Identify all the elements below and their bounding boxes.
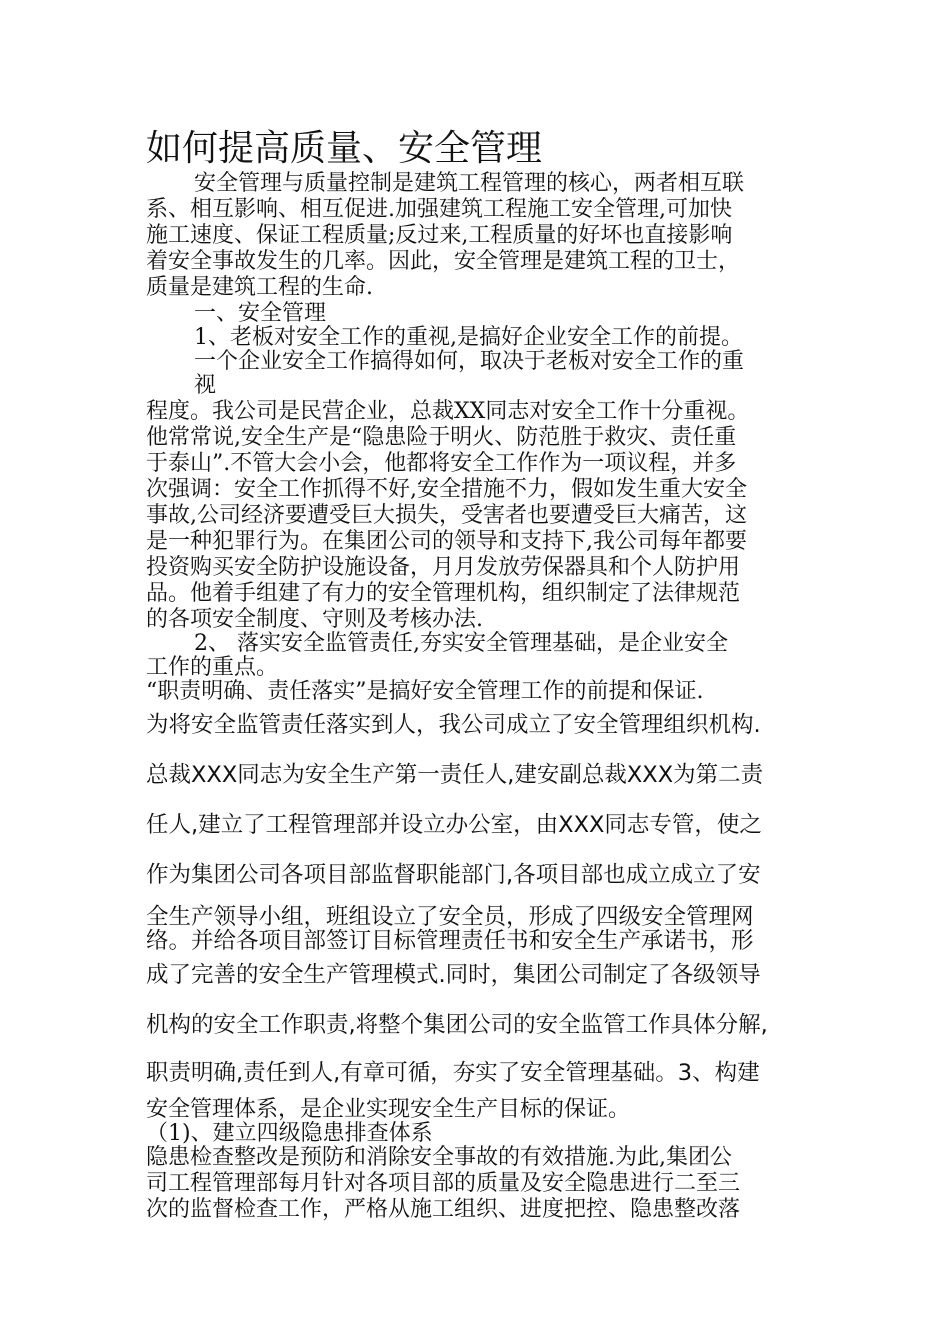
paragraph-line: 系、相互影响、相互促进.加强建筑工程施工安全管理,可加快 <box>146 197 732 222</box>
paragraph-line: 络。并给各项目部签订目标管理责任书和安全生产承诺书，形 <box>146 928 754 954</box>
subsection-heading: 2、 落实安全监管责任,夯实安全管理基础，是企业安全 <box>194 631 728 656</box>
paragraph-line: 职责明确,责任到人,有章可循，夯实了安全管理基础。3、构建 <box>146 1060 760 1086</box>
paragraph-line: 于泰山”.不管大会小会，他都将安全工作作为一项议程，并多 <box>146 451 737 476</box>
paragraph-line: 是一种犯罪行为。在集团公司的领导和支持下,我公司每年都要 <box>146 529 747 554</box>
paragraph-line: 司工程管理部每月针对各项目部的质量及安全隐患进行二至三 <box>146 1171 741 1196</box>
paragraph-line: 任人,建立了工程管理部并设立办公室，由XXX同志专管，使之 <box>146 812 762 838</box>
paragraph-line: 安全管理体系，是企业实现安全生产目标的保证。 <box>146 1097 631 1122</box>
paragraph-line: 施工速度、保证工程质量;反过来,工程质量的好坏也直接影响 <box>146 223 733 248</box>
paragraph-line: 事故,公司经济要遭受巨大损失，受害者也要遭受巨大痛苦，这 <box>146 503 747 528</box>
paragraph-line: 他常常说,安全生产是“隐患险于明火、防范胜于救灾、责任重 <box>146 425 737 450</box>
paragraph-line: 着安全事故发生的几率。因此，安全管理是建筑工程的卫士， <box>146 249 741 274</box>
paragraph-line: “职责明确、责任落实”是搞好安全管理工作的前提和保证. <box>146 679 704 704</box>
paragraph-line: 视 <box>194 373 217 398</box>
section-heading: 一、安全管理 <box>194 301 327 326</box>
paragraph-line: 一个企业安全工作搞得如何，取决于老板对安全工作的重 <box>194 349 745 374</box>
paragraph-line: 质量是建筑工程的生命. <box>146 275 373 300</box>
subsection-heading: 1、老板对安全工作的重视,是搞好企业安全工作的前提。 <box>194 325 743 350</box>
paragraph-line: 隐患检查整改是预防和消除安全事故的有效措施.为此,集团公 <box>146 1145 732 1170</box>
paragraph-line: 成了完善的安全生产管理模式.同时，集团公司制定了各级领导 <box>146 962 761 988</box>
document-title: 如何提高质量、安全管理 <box>146 128 543 169</box>
paragraph-line: 程度。我公司是民营企业，总裁XX同志对安全工作十分重视。 <box>146 399 750 424</box>
paragraph-line: 的各项安全制度、守则及考核办法. <box>146 607 483 632</box>
paragraph-line: 次的监督检查工作，严格从施工组织、进度把控、隐患整改落 <box>146 1197 741 1222</box>
paragraph-line: 安全管理与质量控制是建筑工程管理的核心，两者相互联 <box>194 171 745 196</box>
paragraph-line: 投资购买安全防护设施设备，月月发放劳保器具和个人防护用 <box>146 555 741 580</box>
paragraph-line: 机构的安全工作职责,将整个集团公司的安全监管工作具体分解, <box>146 1012 768 1038</box>
paragraph-line: 作为集团公司各项目部监督职能部门,各项目部也成立成立了安 <box>146 862 761 888</box>
paragraph-line: 工作的重点。 <box>146 655 279 680</box>
paragraph-line: 为将安全监管责任落实到人，我公司成立了安全管理组织机构. <box>146 712 761 738</box>
paragraph-line: 次强调：安全工作抓得不好,安全措施不力，假如发生重大安全 <box>146 477 747 502</box>
paragraph-line: 总裁XXX同志为安全生产第一责任人,建安副总裁XXX为第二责 <box>146 762 764 788</box>
paragraph-line: 全生产领导小组，班组设立了安全员，形成了四级安全管理网 <box>146 904 754 930</box>
paragraph-line: 品。他着手组建了有力的安全管理机构，组织制定了法律规范 <box>146 581 741 606</box>
subsection-heading: （1)、建立四级隐患排查体系 <box>146 1121 433 1146</box>
